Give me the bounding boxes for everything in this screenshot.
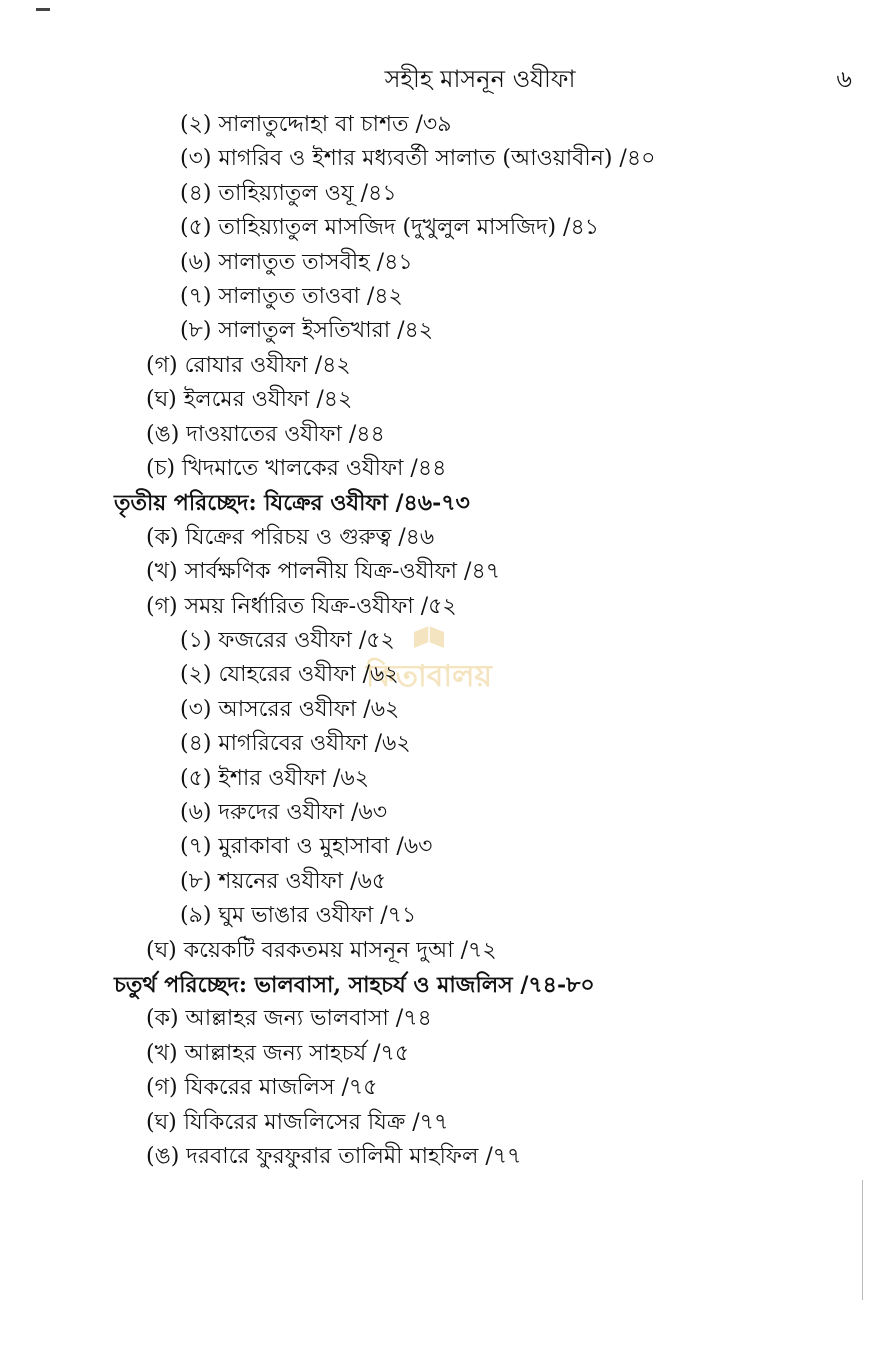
scan-mark: [36, 8, 50, 11]
toc-entry: (২) যোহরের ওযীফা /৬২: [180, 662, 399, 688]
toc-entry: (৩) আসরের ওযীফা /৬২: [180, 696, 400, 722]
toc-entry: (৫) তাহিয়্যাতুল মাসজিদ (দুখুলুল মাসজিদ) /৪১: [180, 215, 600, 241]
toc-entry: (খ) সার্বক্ষণিক পালনীয় যিক্র-ওযীফা /৪৭: [146, 559, 501, 585]
toc-entry: (ক) আল্লাহর জন্য ভালবাসা /৭৪: [146, 1006, 432, 1032]
toc-entry: (ঙ) দাওয়াতের ওযীফা /৪৪: [146, 421, 385, 447]
toc-entry: (৮) শয়নের ওযীফা /৬৫: [180, 868, 387, 894]
toc-entry: (৭) সালাতুত তাওবা /৪২: [180, 284, 403, 309]
toc-entry: (৩) মাগরিব ও ইশার মধ্যবর্তী সালাত (আওয়াবীন) /৪০: [180, 146, 656, 172]
toc-chapter-heading: চতুর্থ পরিচ্ছেদ: ভালবাসা, সাহচর্য ও মাজলিস /৭৪-৮০: [114, 972, 595, 998]
toc-entry: (৭) মুরাকাবা ও মুহাসাবা /৬৩: [180, 834, 433, 860]
toc-entry: (৪) মাগরিবের ওযীফা /৬২: [180, 731, 411, 757]
toc-chapter-heading: তৃতীয় পরিচ্ছেদ: যিক্রের ওযীফা /৪৬-৭৩: [114, 490, 470, 517]
toc-entry: (ঘ) ইলমের ওযীফা /৪২: [146, 387, 353, 413]
toc-entry: (৪) তাহিয়্যাতুল ওযূ /৪১: [180, 180, 397, 206]
toc-entry: (৯) ঘুম ভাঙার ওযীফা /৭১: [180, 903, 417, 929]
toc-entry: (খ) আল্লাহর জন্য সাহচর্য /৭৫: [146, 1040, 410, 1066]
toc-entry: (ঙ) দরবারে ফুরফুরার তালিমী মাহফিল /৭৭: [146, 1144, 522, 1169]
toc-entry: (৮) সালাতুল ইসতিখারা /৪২: [180, 318, 434, 344]
toc-entry: (গ) যিকরের মাজলিস /৭৫: [146, 1075, 378, 1101]
toc-entry: (ঘ) কয়েকটি বরকতময় মাসনূন দুআ /৭২: [146, 937, 497, 963]
scan-edge: [862, 1180, 863, 1300]
toc-entry: (ঘ) যিকিরের মাজলিসের যিক্র /৭৭: [146, 1109, 449, 1135]
toc-entry: (৬) সালাতুত তাসবীহ /৪১: [180, 249, 413, 275]
toc-entry: (৫) ইশার ওযীফা /৬২: [180, 765, 370, 791]
watermark-text: কিতাবালয়: [365, 659, 493, 694]
toc-entry: (চ) খিদমাতে খালকের ওযীফা /৪৪: [146, 456, 447, 481]
toc-entry: (১) ফজরের ওযীফা /৫২: [180, 628, 395, 653]
running-header-title: সহীহ মাসনূন ওযীফা: [384, 65, 576, 93]
toc-entry: (গ) সময় নির্ধারিত যিক্র-ওযীফা /৫২: [146, 593, 457, 619]
page-number: ৬: [836, 65, 852, 93]
toc-entry: (২) সালাতুদ্দোহা বা চাশত /৩৯: [180, 112, 452, 137]
toc-entry: (৬) দরুদের ওযীফা /৬৩: [180, 800, 388, 825]
toc-entry: (ক) যিক্রের পরিচয় ও গুরুত্ব /৪৬: [146, 524, 435, 550]
toc-entry: (গ) রোযার ওযীফা /৪২: [146, 352, 351, 378]
